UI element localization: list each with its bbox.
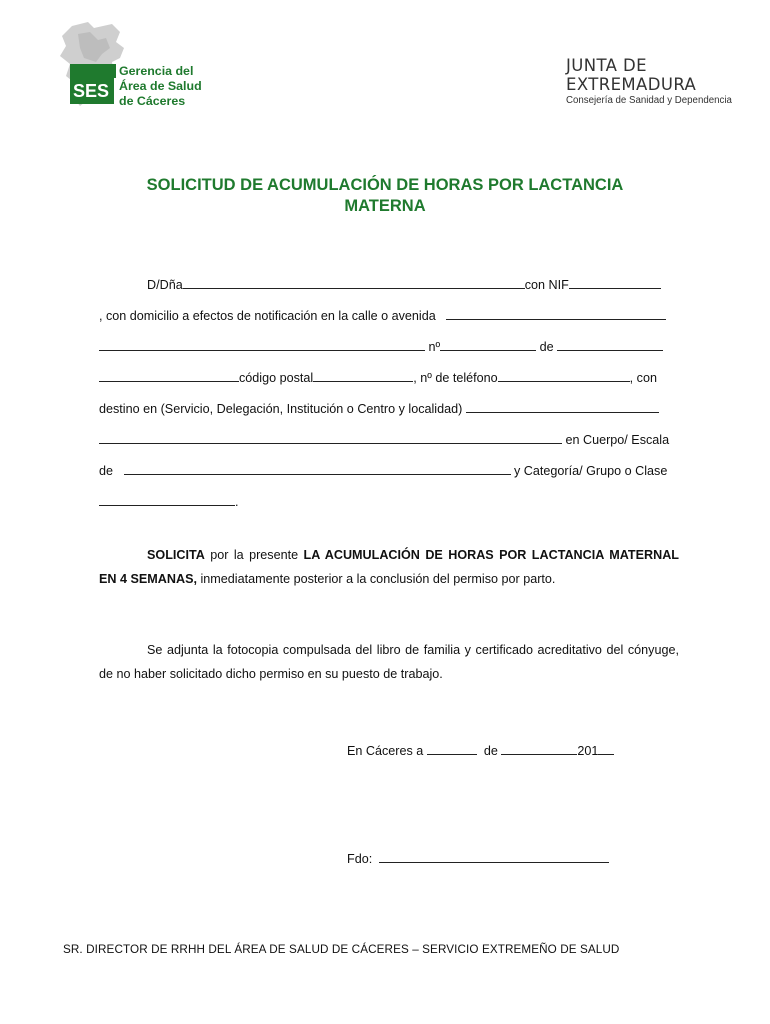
logo-line-1: Gerencia del	[119, 64, 194, 78]
logo-line-3: de Cáceres	[119, 94, 186, 108]
solicita-rest: inmediatamente posterior a la conclusión del permiso por parto.	[196, 572, 556, 586]
phone-field[interactable]	[498, 370, 630, 382]
form-line-3	[99, 339, 663, 355]
form-line-1	[147, 277, 661, 293]
nif-label: con NIF	[524, 278, 569, 292]
junta-logo	[566, 56, 770, 106]
name-field[interactable]	[183, 277, 525, 289]
solicita-bold: SOLICITA	[147, 548, 205, 562]
number-field[interactable]	[440, 339, 536, 351]
domicilio-label: , con domicilio a efectos de notificación en la calle o avenida	[99, 309, 436, 323]
document-title	[0, 175, 770, 217]
day-field[interactable]	[427, 743, 477, 755]
form-line-8	[99, 494, 239, 510]
period: .	[235, 495, 239, 509]
month-field[interactable]	[501, 743, 577, 755]
ses-badge	[70, 64, 114, 104]
logo-line-2: Área de Salud	[119, 79, 202, 93]
solicita-text: por la presente	[204, 548, 304, 562]
nif-field[interactable]	[569, 277, 661, 289]
form-line-7	[99, 463, 667, 479]
solicita-paragraph	[99, 543, 679, 591]
fdo-label: Fdo:	[347, 852, 373, 866]
form-line-2	[99, 308, 666, 324]
escala-field[interactable]	[124, 463, 511, 475]
phone-label: , nº de teléfono	[413, 371, 498, 385]
place-label: En Cáceres a	[347, 744, 424, 758]
con-label: , con	[629, 371, 657, 385]
year-label: 201	[577, 744, 599, 758]
ses-abbr: SES	[73, 81, 110, 101]
solicita-bold-2: LA ACUMULACIÓN DE HORAS POR LACTANCIA MATERNAL EN 4 SEMANAS,	[99, 548, 679, 586]
postal-label: código postal	[239, 371, 314, 385]
title-line-1: SOLICITUD DE ACUMULACIÓN DE HORAS POR LACTANCIA	[146, 176, 624, 194]
form-line-4	[99, 370, 657, 386]
dna-label: D/Dña	[147, 278, 183, 292]
ses-logo	[54, 18, 224, 118]
categoria-label: y Categoría/ Grupo o Clase	[514, 464, 668, 478]
de-month-label: de	[483, 744, 498, 758]
postal-field[interactable]	[313, 370, 413, 382]
floor-field[interactable]	[557, 339, 663, 351]
destino-field[interactable]	[466, 401, 659, 413]
title-line-2: MATERNA	[344, 197, 426, 215]
junta-subtitle: Consejería de Sanidad y Dependencia	[566, 95, 732, 106]
adjunta-paragraph: Se adjunta la fotocopia compulsada del libro de familia y certificado acreditativo del cónyuge, de no haber solicitado dicho permiso en su puesto de trabajo.	[99, 643, 679, 681]
year-field[interactable]	[598, 743, 614, 755]
city-field[interactable]	[99, 370, 239, 382]
footer-addressee: SR. DIRECTOR DE RRHH DEL ÁREA DE SALUD DE CÁCERES – SERVICIO EXTREMEÑO DE SALUD	[63, 943, 620, 956]
junta-title: JUNTA DE EXTREMADURA	[566, 56, 697, 94]
de-label: de	[539, 340, 554, 354]
numero-label: nº	[428, 340, 441, 354]
cuerpo-label: en Cuerpo/ Escala	[565, 433, 670, 447]
destino-label: destino en (Servicio, Delegación, Institución o Centro y localidad)	[99, 402, 463, 416]
grupo-field[interactable]	[99, 494, 235, 506]
form-line-6	[99, 432, 669, 448]
destino-cont-field[interactable]	[99, 432, 562, 444]
de-label-2: de	[99, 464, 114, 478]
signature-field[interactable]	[379, 851, 609, 863]
form-line-5	[99, 401, 659, 417]
street-field[interactable]	[446, 308, 666, 320]
street-cont-field[interactable]	[99, 339, 425, 351]
signature-line	[347, 851, 609, 867]
date-line	[347, 743, 614, 759]
